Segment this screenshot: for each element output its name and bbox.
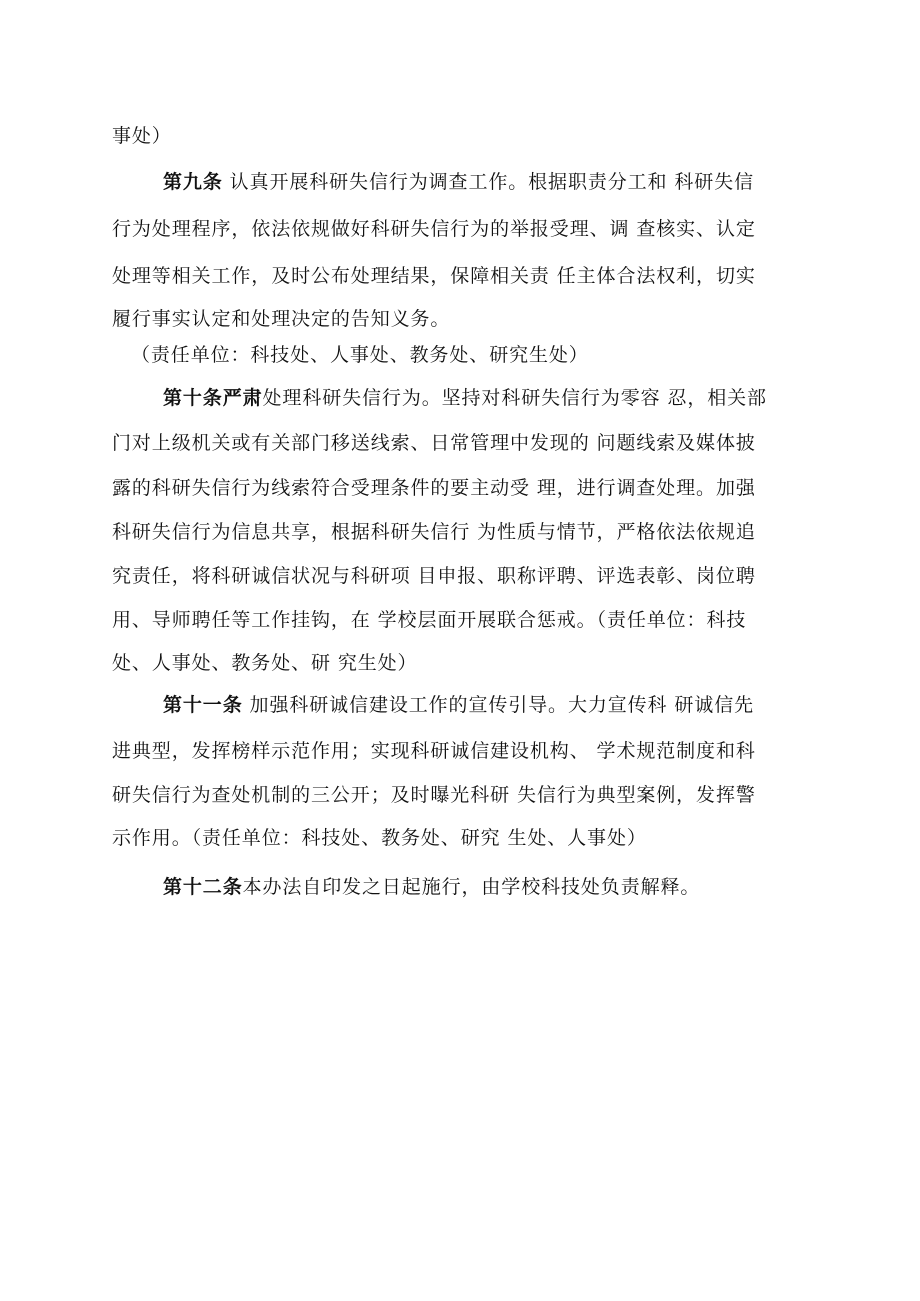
article-9-text-1: 认真开展科研失信行为调查工作。根据职责分工和 科研失信 [222,171,754,193]
article-10-line-5: 究责任，将科研诚信状况与科研项 目申报、职称评聘、评选表彰、岗位聘 [112,565,756,587]
article-10-text-1: 处理科研失信行为。坚持对科研失信行为零容 忍，相关部 [262,387,767,409]
article-10-line-2: 门对上级机关或有关部门移送线索、日常管理中发现的 问题线索及媒体披 [112,432,756,454]
article-10-line-3: 露的科研失信行为线索符合受理条件的要主动受 理，进行调查处理。加强 [112,477,756,499]
article-9-heading: 第九条 [163,171,223,193]
article-9-line-4: 履行事实认定和处理决定的告知义务。 [112,308,451,330]
article-10-line-1 [163,386,767,410]
article-11-line-2: 进典型，发挥榜样示范作用；实现科研诚信建设机构、 学术规范制度和科 [112,740,756,762]
article-11-line-1 [163,693,754,717]
article-11-line-3: 研失信行为查处机制的三公开；及时曝光科研 失信行为典型案例，发挥警 [112,784,756,806]
article-10-heading: 第十条严肃 [163,387,263,409]
article-10-line-7: 处、人事处、教务处、研 究生处） [112,652,418,674]
article-12-line [163,875,700,899]
article-12-heading: 第十二条 [163,876,243,898]
article-9-line-1 [163,170,754,194]
article-11-text-1: 加强科研诚信建设工作的宣传引导。大力宣传科 研诚信先 [242,694,754,716]
article-9-line-2: 行为处理程序，依法依规做好科研失信行为的举报受理、调 查核实、认定 [112,218,756,240]
article-10-line-4: 科研失信行为信息共享，根据科研失信行 为性质与情节，严格依法依规追 [112,521,756,543]
article-9-responsibility: （责任单位：科技处、人事处、教务处、研究生处） [131,344,589,366]
article-12-text: 本办法自印发之日起施行，由学校科技处负责解释。 [242,876,701,898]
article-10-line-6: 用、导师聘任等工作挂钩，在 学校层面开展联合惩戒。（责任单位：科技 [112,609,747,631]
continuation-line: 事处） [112,125,172,147]
article-11-heading: 第十一条 [163,694,243,716]
article-11-line-4: 示作用。（责任单位：科技处、教务处、研究 生处、人事处） [112,827,647,849]
article-9-line-3: 处理等相关工作，及时公布处理结果，保障相关责 任主体合法权利，切实 [112,265,756,287]
